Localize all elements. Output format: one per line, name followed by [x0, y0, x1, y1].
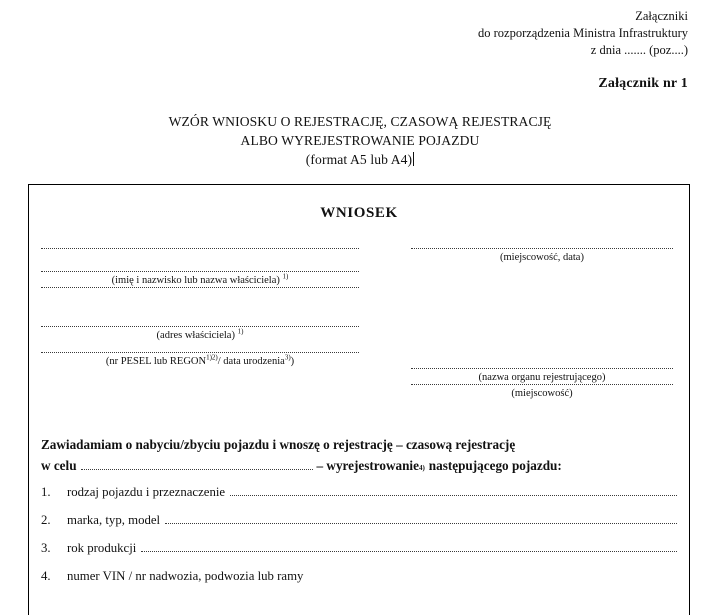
title-line-3: [0, 150, 720, 169]
text-cursor: [413, 152, 414, 166]
declaration-purpose-label: w celu: [41, 458, 77, 473]
list-item: [41, 485, 677, 500]
header-line-2: do rozporządzenia Ministra Infrastruktury: [478, 26, 688, 40]
list-item-label: marka, typ, model: [67, 513, 161, 527]
list-item-index: 3.: [41, 541, 51, 555]
list-item-input-line[interactable]: [230, 495, 677, 496]
list-item: [41, 541, 677, 556]
title-line-2: ALBO WYREJESTROWANIE POJAZDU: [240, 133, 480, 148]
owner-name-caption: [41, 274, 359, 287]
document-title: [0, 112, 720, 169]
owner-name-input-line-2[interactable]: [41, 271, 359, 272]
pesel-caption-footnote-2: 3): [284, 353, 291, 362]
owner-address-caption-text: (adres właściciela): [156, 330, 235, 341]
document-header: [478, 8, 688, 59]
header-line-1: Załączniki: [635, 9, 688, 23]
place-date-caption: (miejscowość, data): [500, 252, 584, 263]
pesel-input-line[interactable]: [41, 352, 359, 353]
authority-column: [411, 238, 673, 400]
annex-number: Załącznik nr 1: [598, 76, 688, 91]
place-date-input-line[interactable]: [411, 248, 673, 249]
header-line-3: z dnia ....... (poz....): [590, 43, 688, 57]
owner-name-caption-footnote: 1): [282, 272, 289, 281]
list-item-label: rodzaj pojazdu i przeznaczenie: [67, 485, 226, 499]
title-line-1: WZÓR WNIOSKU O REJESTRACJĘ, CZASOWĄ REJESTRACJĘ: [168, 114, 552, 129]
list-item: [41, 569, 677, 584]
list-item-index: 4.: [41, 569, 51, 583]
declaration-deregistration-label: – wyrejestrowanie: [316, 458, 419, 473]
pesel-caption-part2: / data urodzenia: [217, 356, 285, 367]
list-item: [41, 513, 677, 528]
declaration-line-1: Zawiadamiam o nabyciu/zbyciu pojazdu i wnoszę o rejestrację – czasową rejestrację: [41, 437, 516, 452]
authority-name-caption: (nazwa organu rejestrującego): [478, 372, 606, 383]
declaration-vehicle-label: następującego pojazdu:: [428, 458, 562, 473]
vehicle-data-list: [41, 485, 677, 584]
title-format-text: (format A5 lub A4): [305, 152, 413, 167]
declaration-paragraph: [41, 434, 677, 476]
list-item-label: rok produkcji: [67, 541, 137, 555]
list-item-label: numer VIN / nr nadwozia, podwozia lub ramy: [67, 569, 304, 583]
authority-place-input-line[interactable]: [411, 384, 673, 385]
owner-column: [41, 238, 359, 368]
declaration-purpose-input-line[interactable]: [81, 469, 313, 470]
declaration-line-2: w celu – wyrejestrowanie 4) następującego pojazdu:: [41, 455, 677, 476]
pesel-caption-part3: ): [290, 356, 295, 367]
owner-address-caption: [41, 329, 359, 342]
list-item-index: 2.: [41, 513, 51, 527]
pesel-caption-footnote-1: 1)2): [206, 353, 218, 362]
list-item-index: 1.: [41, 485, 51, 499]
fill-in-columns: [29, 238, 689, 434]
owner-name-caption-text: (imię i nazwisko lub nazwa właściciela): [111, 275, 280, 286]
pesel-caption-part1: (nr PESEL lub REGON: [105, 356, 207, 367]
owner-address-input-line-2[interactable]: [41, 326, 359, 327]
authority-place-caption: (miejscowość): [511, 388, 573, 399]
form-box: [28, 184, 690, 615]
form-heading: WNIOSEK: [320, 205, 398, 221]
owner-address-caption-footnote: 1): [237, 327, 244, 336]
authority-name-input-line[interactable]: [411, 368, 673, 369]
pesel-caption: [41, 355, 359, 368]
list-item-input-line[interactable]: [165, 523, 677, 524]
list-item-input-line[interactable]: [141, 551, 677, 552]
